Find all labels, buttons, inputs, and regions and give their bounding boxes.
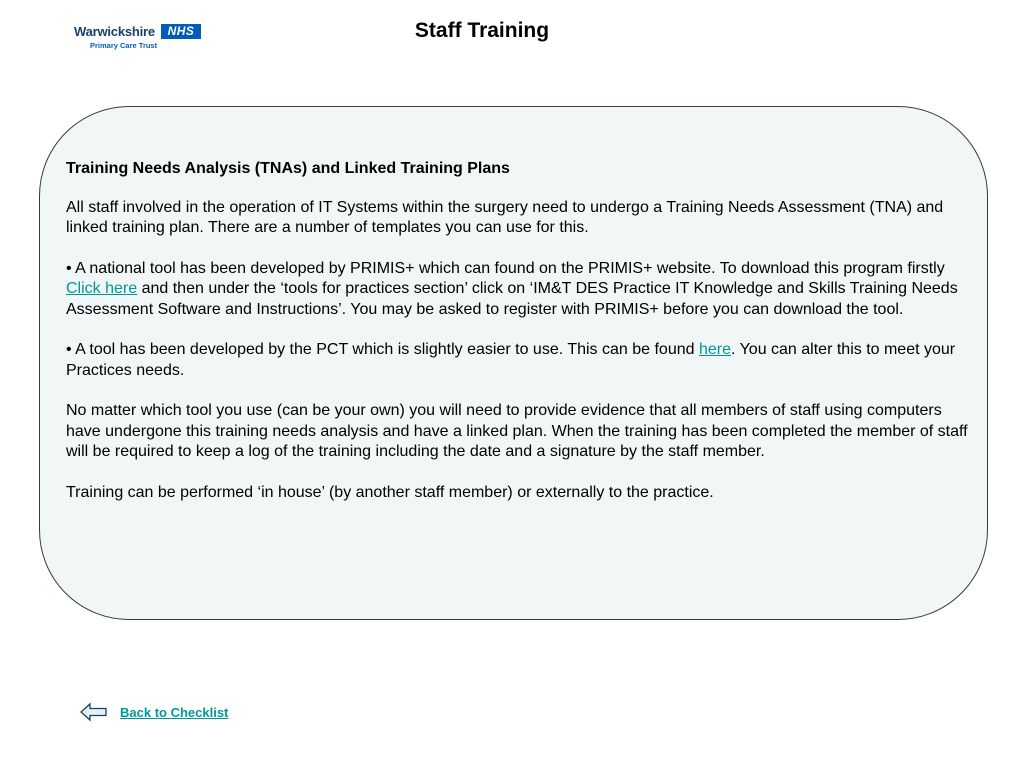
closing-paragraph: Training can be performed ‘in house’ (by another staff member) or externally to the practice. [66,483,714,501]
logo-name: Warwickshire [74,24,155,39]
logo-subtitle: Primary Care Trust [90,41,158,50]
primis-click-here-link[interactable]: Click here [66,280,138,297]
page-title: Staff Training [414,19,550,42]
nhs-badge: NHS [161,24,201,39]
left-arrow-icon[interactable] [80,702,108,722]
bullet-primis-text-after: and then under the ‘tools for practices section’ click on ‘IM&T DES Practice IT Knowledge and Skills Training Needs Assessment Software and Instructions’. You may be asked to register with PRIMIS+ before you can download the tool. [66,280,958,318]
back-to-checklist-link[interactable]: Back to Checklist [120,704,229,720]
bullet-pct-tool [66,340,978,381]
bullet-pct-text-before: • A tool has been developed by the PCT which is slightly easier to use. This can be found [66,341,699,358]
content-body [66,159,978,523]
back-navigation [80,702,228,722]
bullet-primis-tool [66,259,978,321]
bullet-primis-text-before: • A national tool has been developed by PRIMIS+ which can found on the PRIMIS+ website. To download this program firstly [66,259,945,277]
bullet-pct-text-after: . You can alter this to meet your Practices needs. [66,341,956,379]
section-heading: Training Needs Analysis (TNAs) and Linked Training Plans [66,160,510,177]
evidence-paragraph: No matter which tool you use (can be your own) you will need to provide evidence that all members of staff using computers have undergone this training needs analysis and have a linked plan. When the training has been completed the member of staff will be required to keep a log of the training including the date and a signature by the staff member. [66,402,968,460]
content-panel [39,106,988,620]
pct-tool-here-link[interactable]: here [698,341,731,358]
intro-paragraph: All staff involved in the operation of IT Systems within the surgery need to undergo a Training Needs Assessment (TNA) and linked training plan. There are a number of templates you can use for this. [66,198,944,236]
